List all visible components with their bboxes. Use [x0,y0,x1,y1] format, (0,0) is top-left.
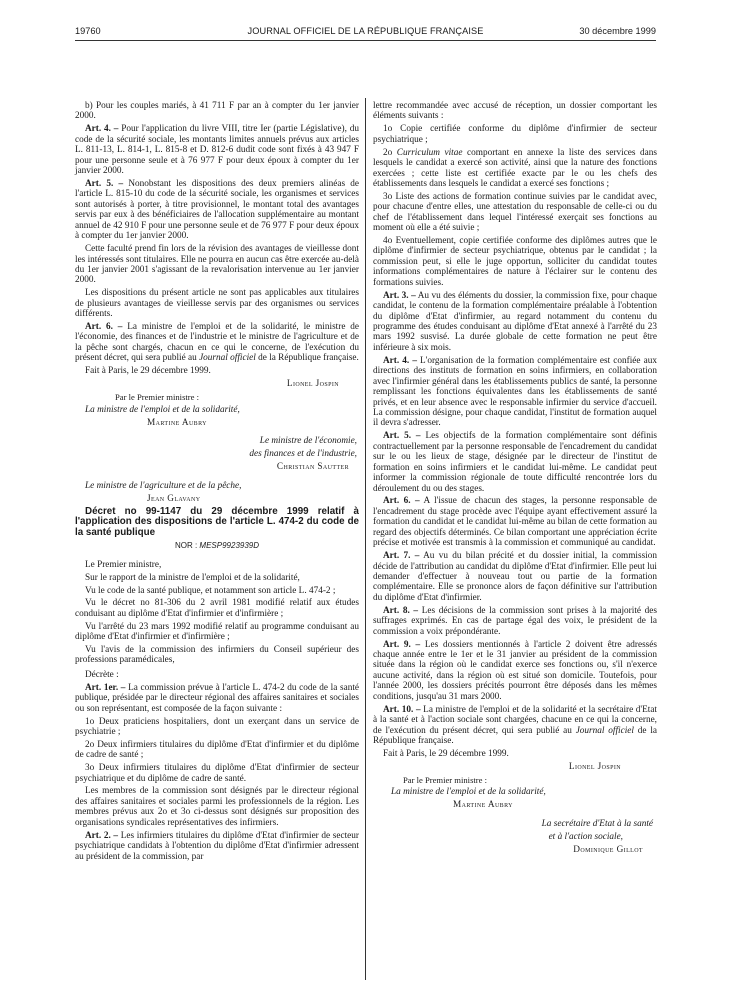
article-text: Les objectifs de la formation complémentaire sont définis contractuellement par la personne responsable de l'encadrement du candidat sur le ou les lieux de stage, désignée par le directeur de l'institut de formation en soins infirmiers et le candidat lui-même. Le candidat peut informer la commission régionale de toute difficulté rencontrée lors du déroulement du ou des stages. [373,431,657,494]
article-label: Art. 4. – [85,124,119,135]
article-label: Art. 3. – [383,290,416,301]
journal-officiel-ref: Journal officiel [575,725,634,736]
nor-reference: NOR : MESP9923939D [174,541,260,551]
signature-jospin: Lionel Jospin [286,379,339,390]
article-4 [75,124,359,176]
article-text: Les dossiers mentionnés à l'article 2 doivent être adressés chaque année entre le 1er et le 31 janvier au président de la commission située dans la région où le candidat exerce ses fonctions ou, s'il n'exerce aucune activité, dans la région où est situé son domicile. Toutefois, pour l'année 2000, les dossiers précités pourront être déposés dans les mêmes conditions, jusqu'au 31 mars 2000. [373,639,657,702]
article-9 [373,640,657,703]
signatory-title: Le ministre de l'agriculture et de la pêche, [85,480,242,491]
article-label: Art. 5. – [383,431,421,442]
article-text: Les infirmiers titulaires du diplôme d'Etat d'infirmier de secteur psychiatrique candidats à l'obtention du diplôme d'Etat d'infirmier adressent au président de la commission, par [75,830,359,862]
article-label: Art. 1er. – [85,682,126,693]
list-item: 4o Eventuellement, copie certifiée conforme des diplômes autres que le diplôme d'infirmier de secteur psychiatrique, obtenus par le candidat ; la commission peut, si elle le juge opportun, solliciter du candidat toutes informations complémentaires de nature à l'éclairer sur le contenu des formations suivies. [373,236,657,288]
signatory-title: La ministre de l'emploi et de la solidarité, [391,787,546,798]
article-label: Art. 2. – [85,830,119,841]
article-label: Art. 5. – [85,178,124,189]
article-5 [75,179,359,242]
paragraph: lettre recommandée avec accusé de réception, un dossier comportant les éléments suivants : [373,101,657,122]
article-text: Au vu des éléments du dossier, la commission fixe, pour chaque candidat, le contenu de la formation complémentaire préalable à l'obtention du diplôme d'Etat d'infirmier, au regard notamment du contenu du programme des études conduisant au diplôme d'Etat annexé à l'arrêté du 23 mars 1992 susvisé. La durée globale de cette formation ne peut être inférieure à six mois. [373,290,658,353]
article-8 [373,606,657,637]
par-le-premier-ministre: Par le Premier ministre : [115,391,200,402]
article-label: Art. 4. – [383,355,417,366]
journal-officiel-ref: Journal officiel [199,353,256,364]
signatory-title: La ministre de l'emploi et de la solidarité, [85,404,240,415]
article-text: L'organisation de la formation complémentaire est confiée aux directions des instituts de formation en soins infirmiers, en collaboration avec l'infirmier général dans les établissements publics de santé, la personne remplissant les fonctions équivalentes dans les établissements de santé privés, et en leur absence avec le responsable infirmier du service d'accueil. La commission désigne, pour chaque candidat, l'institut de formation auquel il devra s'adresser. [373,355,657,429]
decree-title: Décret no 99-1147 du 29 décembre 1999 relatif à l'application des dispositions de l'article L. 474-2 du code de la santé publique [75,505,359,539]
issue-date: 30 décembre 1999 [579,26,656,36]
article-7 [373,551,657,603]
curriculum-vitae: Curriculum vitae [396,147,463,158]
article-text: La ministre de l'emploi et de la solidarité et la secrétaire d'Etat à la santé et à l'action sociale sont chargées, chacune en ce qui la concerne, de l'exécution du présent décret, qui sera publié au [373,704,657,736]
article-text: de la République française. [373,725,658,746]
article-text: La ministre de l'emploi et de la solidarité, le ministre de l'économie, des finances et de l'industrie et le ministre de l'agriculture et de la pêche sont chargés, chacun en ce qui le concerne, de l'exécution du présent décret, qui sera publié au [75,322,359,364]
paragraph-b: b) Pour les couples mariés, à 41 711 F par an à compter du 1er janvier 2000. [75,101,359,122]
article-text: Au vu du bilan précité et du dossier initial, la commission décide de l'attribution au candidat du diplôme d'Etat d'infirmier. Elle peut lui demander d'effectuer à nouveau tout ou partie de la formation complémentaire. Elle se prononce alors de façon définitive sur l'attribution du diplôme d'Etat d'infirmier. [373,551,657,603]
signatory-title: Le ministre de l'économie, [259,436,357,447]
article-text: A l'issue de chacun des stages, la personne responsable de l'encadrement du stage procède avec l'équipe ayant effectivement assuré la formation du candidat et le candidat lui-même au bilan de cette formation au regard des objectifs déterminés. Ce bilan comportant une appréciation écrite précise et motivée est transmis à la commission et communiqué au candidat. [373,496,658,549]
list-item: 1o Deux praticiens hospitaliers, dont un exerçant dans un service de psychiatrie ; [75,716,359,737]
list-item: 3o Deux infirmiers titulaires du diplôme d'Etat d'infirmier de secteur psychiatrique et du diplôme de cadre de santé. [75,763,359,784]
header-rule [75,40,656,41]
article-label: Art. 8. – [383,605,419,616]
page-header [0,0,731,40]
visa: Vu le code de la santé publique, et notamment son article L. 474-2 ; [85,585,336,596]
signatory-title: des finances et de l'industrie, [249,449,357,460]
paragraph: Les membres de la commission sont désignés par le directeur régional des affaires sanitaires et sociales parmi les professionnels de la région. Les membres prévus aux 2o et 3o ci-dessus sont désignés sur proposition des organisations syndicales représentatives des infirmiers. [75,786,359,828]
article-label: Art. 9. – [383,639,421,650]
left-column [75,101,359,864]
signature-aubry: Martine Aubry [453,800,513,811]
article-10 [373,705,657,747]
paragraph-dispositions: Les dispositions du présent article ne sont pas applicables aux titulaires de plusieurs avantages de vieillesse servis par des organismes ou services différents. [75,288,359,320]
page-number: 19760 [75,26,101,36]
article-label: Art. 7. – [383,551,420,562]
article-label: Art. 6. – [383,496,420,507]
article-2 [75,831,359,862]
signature-sautter: Christian Sautter [276,462,349,473]
visa: Vu l'avis de la commission des infirmiers du Conseil supérieur des professions paramédicales, [75,645,359,666]
signature-aubry: Martine Aubry [147,417,207,428]
article-label: Art. 10. – [383,704,421,715]
signature-gillot: Dominique Gillot [573,844,643,855]
article-text: Les décisions de la commission sont prises à la majorité des suffrages exprimés. En cas de partage égal des voix, le président de la commission a voix prépondérante. [373,605,657,637]
article-text: La commission prévue à l'article L. 474-2 du code de la santé publique, présidée par le directeur régional des affaires sanitaires et sociales ou son représentant, est composée de la façon suivante : [75,682,360,714]
article-text: Nonobstant les dispositions des deux premiers alinéas de l'article L. 815-10 du code de la sécurité sociale, les organismes et services sont autorisés à porter, à titre provisionnel, le montant total des avantages servis par eux à des bénéficiaires de l'allocation supplémentaire au montant annuel de 42 910 F pour une personne seule et de 76 977 F pour deux époux à compter du 1er janvier 2000. [75,178,359,242]
list-item: 3o Liste des actions de formation continue suivies par le candidat avec, pour chacune d'entre elles, une attestation du responsable de celle-ci ou du chef de l'établissement dans lequel l'intéressé exerçait ses fonctions au moment où elle a été suivie ; [373,191,657,234]
fait-a-paris: Fait à Paris, le 29 décembre 1999. [85,366,211,377]
signatory-title: La secrétaire d'Etat à la santé [541,819,653,830]
article-4 [373,356,657,429]
article-5 [373,431,657,494]
article-text: de la République française. [255,353,359,364]
decrete: Décrète : [85,669,119,680]
paragraph-faculte: Cette faculté prend fin lors de la révision des avantages de vieillesse dont les intéressés sont titulaires. Elle ne pourra en aucun cas être exercée au-delà du 1er janvier 2001 s'agissant de la revalorisation intervenue au 1er janvier 2000. [75,244,359,286]
list-item: 2o Deux infirmiers titulaires du diplôme d'Etat d'infirmier et du diplôme de cadre de santé ; [75,739,359,761]
paragraph: Sur le rapport de la ministre de l'emploi et de la solidarité, [85,572,300,583]
article-6 [75,322,359,364]
par-le-premier-ministre: Par le Premier ministre : [403,774,488,785]
paragraph: Le Premier ministre, [85,559,162,570]
article-label: Art. 6. – [85,322,123,333]
article-1 [75,683,359,714]
signature-jospin: Lionel Jospin [568,761,621,772]
fait-a-paris: Fait à Paris, le 29 décembre 1999. [383,748,509,759]
nor-code: MESP9923939D [199,541,260,551]
article-text: Pour l'application du livre VIII, titre Ier (partie Législative), du code de la sécurité sociale, les montants limites annuels prévus aux articles L. 811-13, L. 814-1, L. 815-8 et D. 812-6 dudit code sont fixés à 43 947 F pour une personne seule et à 76 977 F pour deux époux à compter du 1er janvier 2000. [75,124,359,177]
journal-title: JOURNAL OFFICIEL DE LA RÉPUBLIQUE FRANÇAISE [247,26,484,36]
list-item: 2o Curriculum vitae comportant en annexe la liste des services dans lesquels le candidat a exercé son activité, ainsi que la nature des fonctions exercées ; cette liste est certifiée exacte par le ou les chefs des établissements dans lesquels le candidat a exercé ses fonctions ; [373,147,658,189]
signatory-title: et à l'action sociale, [548,831,623,842]
article-3 [373,291,657,354]
signature-glavany: Jean Glavany [147,493,201,504]
visa: Vu le décret no 81-306 du 2 avril 1981 modifié relatif aux études conduisant au diplôme d'Etat d'infirmier et d'infirmière ; [75,598,359,619]
column-divider [365,98,366,980]
visa: Vu l'arrêté du 23 mars 1992 modifié relatif au programme conduisant au diplôme d'Etat d'infirmier et d'infirmière ; [75,621,359,643]
right-column [373,101,657,858]
list-item: 1o Copie certifiée conforme du diplôme d'infirmier de secteur psychiatrique ; [373,124,657,145]
article-6 [373,496,657,548]
